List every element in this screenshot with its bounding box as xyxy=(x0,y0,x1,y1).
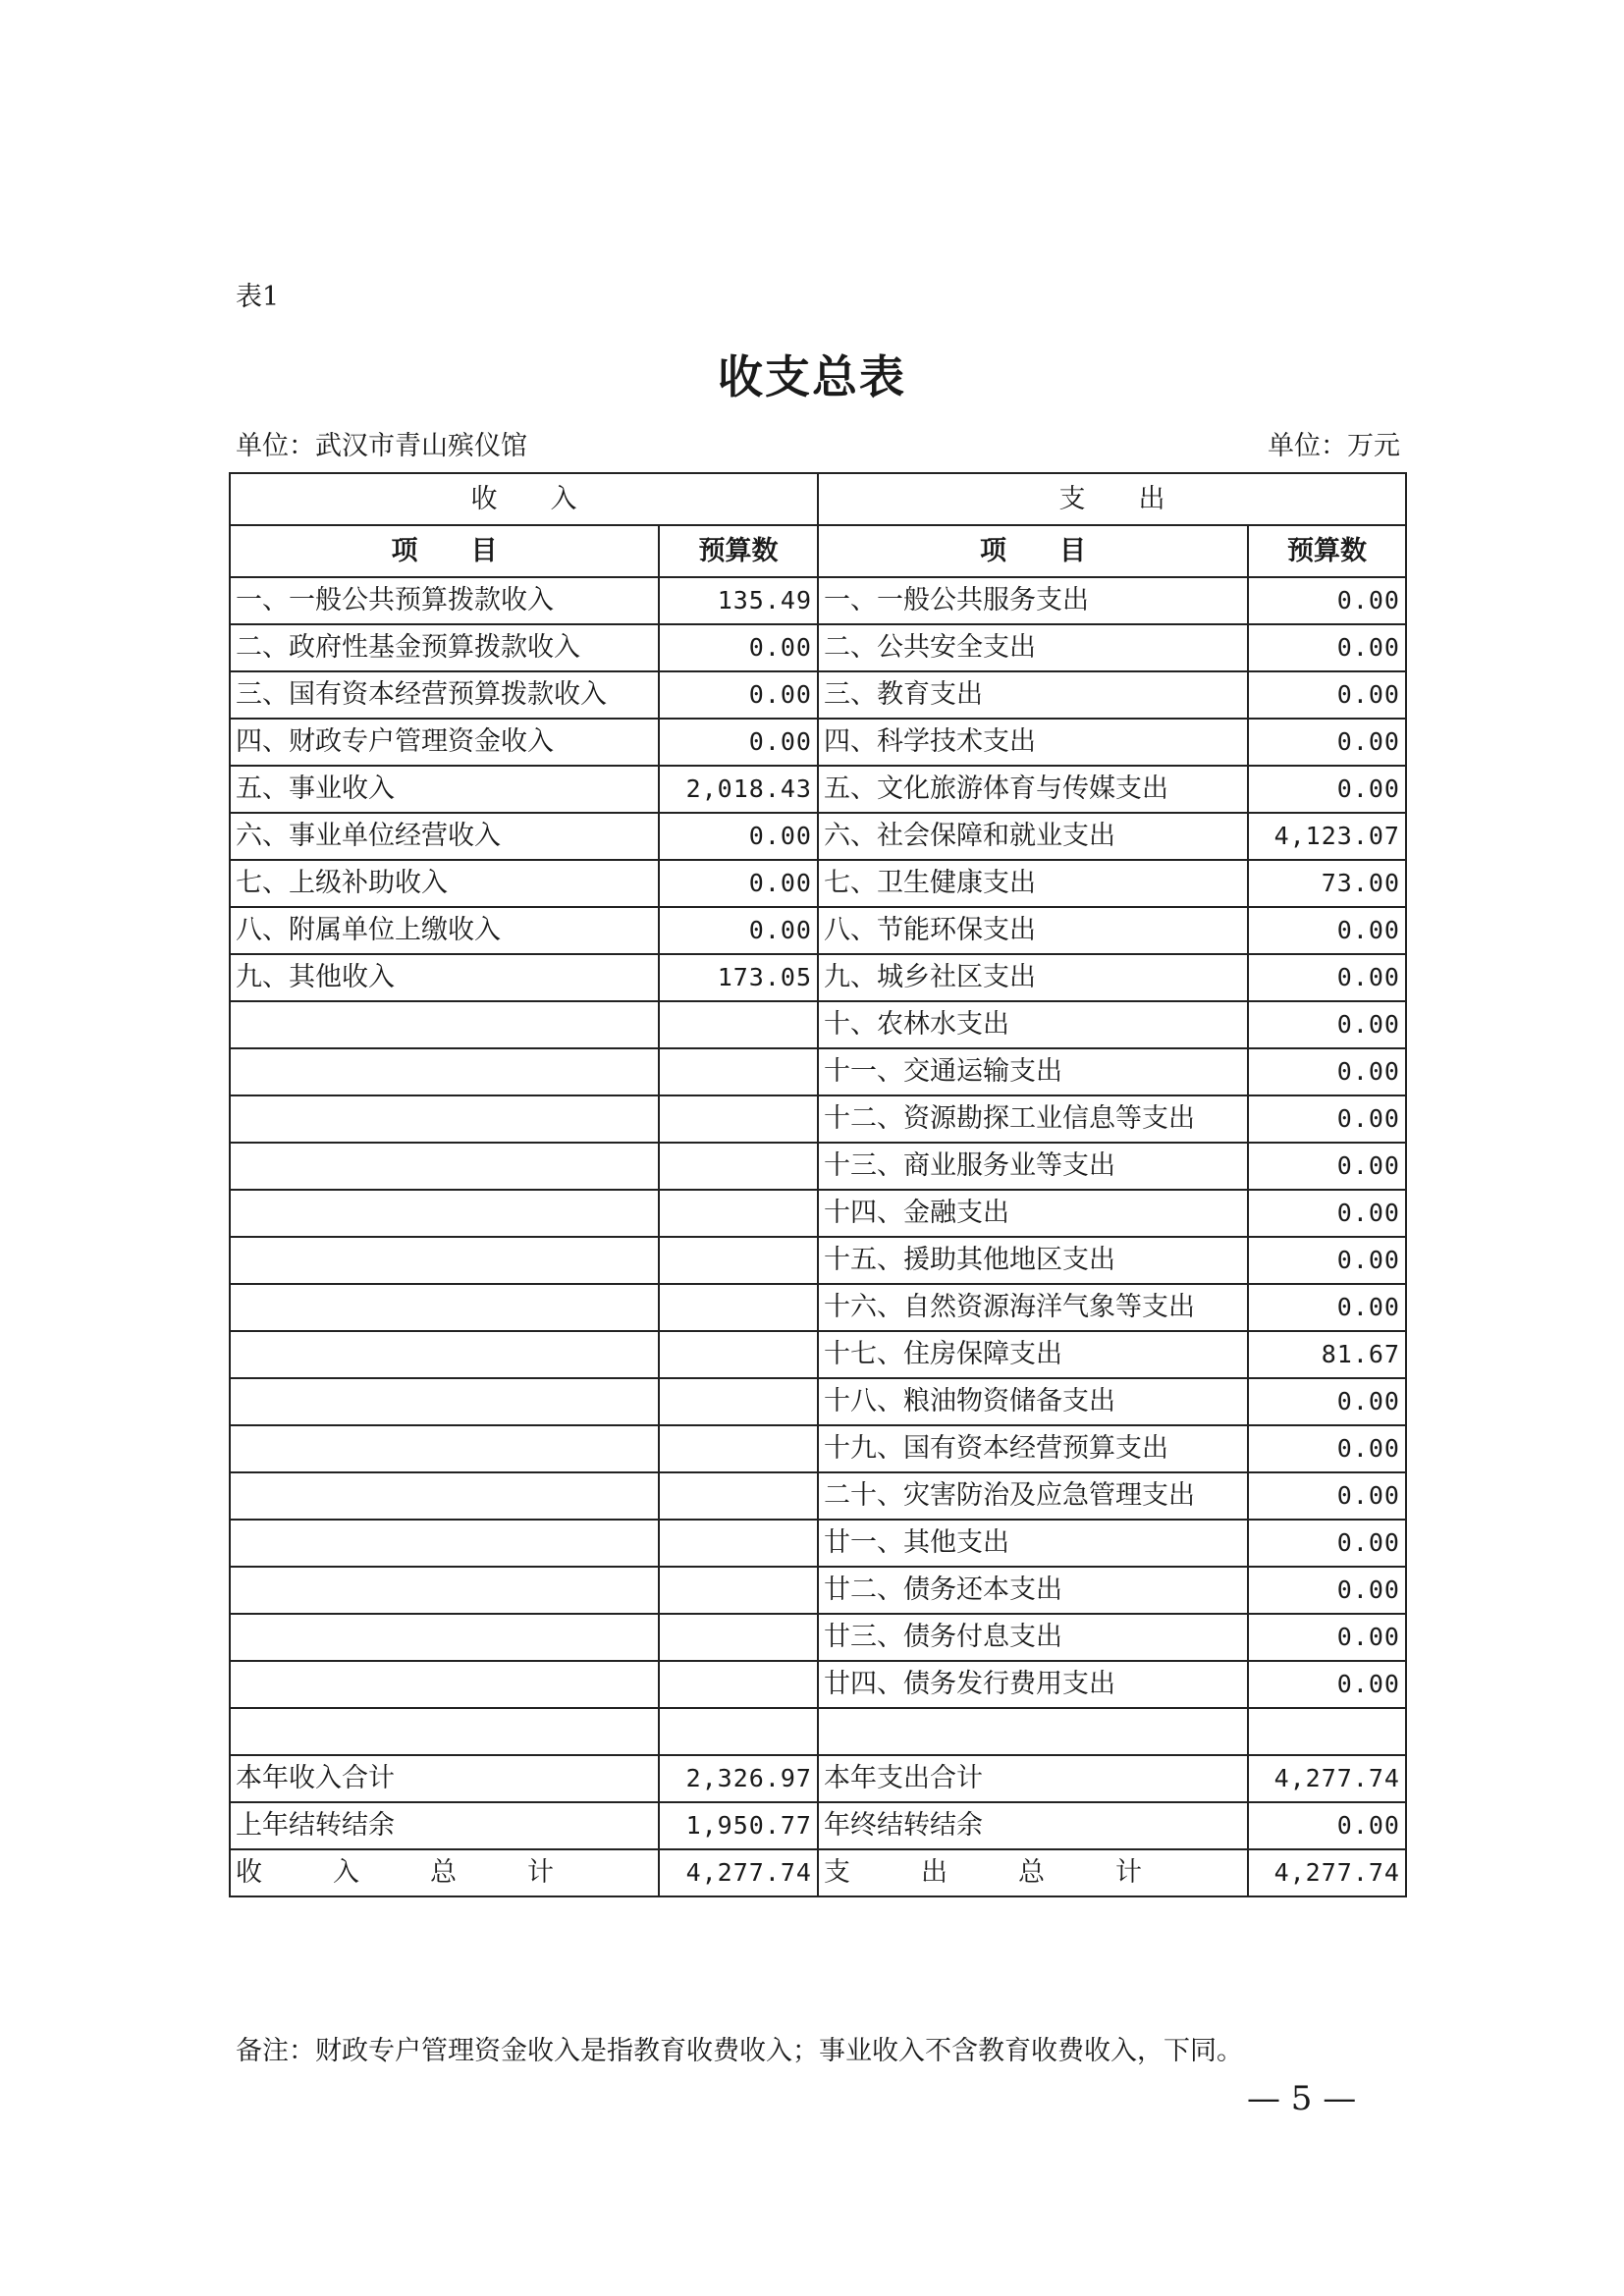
income-item-cell xyxy=(230,1284,659,1331)
expense-item-cell: 十五、援助其他地区支出 xyxy=(818,1237,1248,1284)
income-amount-cell: 0.00 xyxy=(659,860,818,907)
expense-amount-cell: 73.00 xyxy=(1248,860,1406,907)
expense-amount-cell: 0.00 xyxy=(1248,1614,1406,1661)
table-row xyxy=(230,1520,1406,1567)
expense-item-cell: 三、教育支出 xyxy=(818,671,1248,719)
income-item-cell xyxy=(230,1472,659,1520)
income-item-cell xyxy=(230,1661,659,1708)
income-item-cell: 四、财政专户管理资金收入 xyxy=(230,719,659,766)
expense-grand-total-label: 支出总计 xyxy=(818,1849,1248,1896)
table-row xyxy=(230,1143,1406,1190)
income-amount-cell: 2,018.43 xyxy=(659,766,818,813)
income-item-cell xyxy=(230,1614,659,1661)
table-row xyxy=(230,1425,1406,1472)
table-row xyxy=(230,624,1406,671)
table-row xyxy=(230,577,1406,624)
expense-item-cell: 二十、灾害防治及应急管理支出 xyxy=(818,1472,1248,1520)
income-item-header: 项 目 xyxy=(230,525,659,577)
expense-amount-cell: 4,277.74 xyxy=(1248,1755,1406,1802)
expense-item-cell: 九、城乡社区支出 xyxy=(818,954,1248,1001)
expense-grand-total-amount: 4,277.74 xyxy=(1248,1849,1406,1896)
income-item-cell xyxy=(230,1001,659,1048)
expense-amount-cell: 0.00 xyxy=(1248,1048,1406,1095)
expense-amount-cell: 0.00 xyxy=(1248,1143,1406,1190)
income-item-cell xyxy=(230,1048,659,1095)
table-row xyxy=(230,1755,1406,1802)
expense-amount-cell: 0.00 xyxy=(1248,1567,1406,1614)
expense-item-cell: 十六、自然资源海洋气象等支出 xyxy=(818,1284,1248,1331)
expense-item-cell: 年终结转结余 xyxy=(818,1802,1248,1849)
table-row xyxy=(230,1048,1406,1095)
expense-amount-cell: 0.00 xyxy=(1248,1095,1406,1143)
income-amount-cell xyxy=(659,1520,818,1567)
expense-item-cell: 十一、交通运输支出 xyxy=(818,1048,1248,1095)
income-amount-cell xyxy=(659,1143,818,1190)
income-amount-cell xyxy=(659,1331,818,1378)
income-amount-cell xyxy=(659,1001,818,1048)
expense-item-cell: 十七、住房保障支出 xyxy=(818,1331,1248,1378)
income-section-header: 收 入 xyxy=(230,473,818,525)
expense-amount-cell: 0.00 xyxy=(1248,1190,1406,1237)
expense-item-cell: 四、科学技术支出 xyxy=(818,719,1248,766)
expense-item-cell: 本年支出合计 xyxy=(818,1755,1248,1802)
expense-item-cell: 廿三、债务付息支出 xyxy=(818,1614,1248,1661)
income-item-cell: 六、事业单位经营收入 xyxy=(230,813,659,860)
expense-amount-cell: 0.00 xyxy=(1248,671,1406,719)
income-amount-cell xyxy=(659,1708,818,1755)
income-amount-cell xyxy=(659,1614,818,1661)
income-amount-cell xyxy=(659,1567,818,1614)
income-amount-cell: 0.00 xyxy=(659,719,818,766)
table-row xyxy=(230,1661,1406,1708)
table-row xyxy=(230,1614,1406,1661)
table-row xyxy=(230,813,1406,860)
income-amount-cell: 0.00 xyxy=(659,907,818,954)
expense-item-cell: 八、节能环保支出 xyxy=(818,907,1248,954)
header-row-section xyxy=(230,473,1406,525)
expense-amount-cell: 0.00 xyxy=(1248,1520,1406,1567)
income-amount-cell xyxy=(659,1048,818,1095)
income-item-cell: 一、一般公共预算拨款收入 xyxy=(230,577,659,624)
page-title: 收支总表 xyxy=(718,350,906,403)
table-row xyxy=(230,1095,1406,1143)
income-amount-cell: 1,950.77 xyxy=(659,1802,818,1849)
expense-item-cell: 十八、粮油物资储备支出 xyxy=(818,1378,1248,1425)
income-amount-cell xyxy=(659,1284,818,1331)
expense-item-cell: 廿一、其他支出 xyxy=(818,1520,1248,1567)
expense-amount-cell: 0.00 xyxy=(1248,766,1406,813)
expense-item-cell: 七、卫生健康支出 xyxy=(818,860,1248,907)
income-amount-cell xyxy=(659,1661,818,1708)
table-row xyxy=(230,1284,1406,1331)
income-item-cell xyxy=(230,1520,659,1567)
income-item-cell xyxy=(230,1378,659,1425)
expense-item-header: 项 目 xyxy=(818,525,1248,577)
expense-amount-cell: 0.00 xyxy=(1248,1284,1406,1331)
page-number: — 5 — xyxy=(1247,2079,1357,2118)
expense-amount-cell: 0.00 xyxy=(1248,624,1406,671)
expense-item-cell: 廿二、债务还本支出 xyxy=(818,1567,1248,1614)
income-amount-cell: 0.00 xyxy=(659,813,818,860)
income-amount-cell xyxy=(659,1095,818,1143)
income-budget-header: 预算数 xyxy=(659,525,818,577)
unit-currency: 单位：万元 xyxy=(1268,431,1400,461)
expense-amount-cell xyxy=(1248,1708,1406,1755)
income-amount-cell xyxy=(659,1378,818,1425)
table-row xyxy=(230,1190,1406,1237)
expense-amount-cell: 0.00 xyxy=(1248,907,1406,954)
table-row xyxy=(230,954,1406,1001)
expense-budget-header: 预算数 xyxy=(1248,525,1406,577)
income-item-cell: 七、上级补助收入 xyxy=(230,860,659,907)
income-item-cell: 二、政府性基金预算拨款收入 xyxy=(230,624,659,671)
income-item-cell xyxy=(230,1425,659,1472)
table-row xyxy=(230,1802,1406,1849)
expense-amount-cell: 0.00 xyxy=(1248,1472,1406,1520)
expense-amount-cell: 0.00 xyxy=(1248,1425,1406,1472)
income-amount-cell: 0.00 xyxy=(659,624,818,671)
income-grand-total-label: 收入总计 xyxy=(230,1849,659,1896)
expense-amount-cell: 4,123.07 xyxy=(1248,813,1406,860)
header-row-columns xyxy=(230,525,1406,577)
table-row xyxy=(230,1237,1406,1284)
table-row xyxy=(230,1331,1406,1378)
expense-amount-cell: 0.00 xyxy=(1248,1802,1406,1849)
income-item-cell: 九、其他收入 xyxy=(230,954,659,1001)
expense-item-cell: 十四、金融支出 xyxy=(818,1190,1248,1237)
expense-item-cell xyxy=(818,1708,1248,1755)
table-label: 表1 xyxy=(236,282,280,312)
income-amount-cell xyxy=(659,1425,818,1472)
income-item-cell: 八、附属单位上缴收入 xyxy=(230,907,659,954)
expense-amount-cell: 0.00 xyxy=(1248,577,1406,624)
income-item-cell xyxy=(230,1237,659,1284)
table-row xyxy=(230,766,1406,813)
income-item-cell: 本年收入合计 xyxy=(230,1755,659,1802)
budget-summary-table xyxy=(229,472,1407,1897)
income-item-cell: 上年结转结余 xyxy=(230,1802,659,1849)
expense-item-cell: 五、文化旅游体育与传媒支出 xyxy=(818,766,1248,813)
income-amount-cell: 2,326.97 xyxy=(659,1755,818,1802)
expense-amount-cell: 81.67 xyxy=(1248,1331,1406,1378)
expense-item-cell: 一、一般公共服务支出 xyxy=(818,577,1248,624)
table-row xyxy=(230,1378,1406,1425)
expense-amount-cell: 0.00 xyxy=(1248,719,1406,766)
expense-amount-cell: 0.00 xyxy=(1248,1378,1406,1425)
expense-item-cell: 六、社会保障和就业支出 xyxy=(818,813,1248,860)
expense-item-cell: 十九、国有资本经营预算支出 xyxy=(818,1425,1248,1472)
expense-section-header: 支 出 xyxy=(818,473,1406,525)
table-row xyxy=(230,671,1406,719)
table-body xyxy=(230,577,1406,1849)
income-item-cell xyxy=(230,1095,659,1143)
income-item-cell: 五、事业收入 xyxy=(230,766,659,813)
table-row xyxy=(230,1472,1406,1520)
income-amount-cell: 0.00 xyxy=(659,671,818,719)
income-amount-cell xyxy=(659,1237,818,1284)
income-amount-cell xyxy=(659,1190,818,1237)
unit-organization: 单位：武汉市青山殡仪馆 xyxy=(236,431,527,461)
income-amount-cell: 173.05 xyxy=(659,954,818,1001)
table-row xyxy=(230,719,1406,766)
income-amount-cell: 135.49 xyxy=(659,577,818,624)
income-item-cell xyxy=(230,1708,659,1755)
income-item-cell xyxy=(230,1567,659,1614)
table-row xyxy=(230,907,1406,954)
footnote: 备注：财政专户管理资金收入是指教育收费收入；事业收入不含教育收费收入，下同。 xyxy=(236,2036,1243,2066)
expense-amount-cell: 0.00 xyxy=(1248,1237,1406,1284)
table-row xyxy=(230,1001,1406,1048)
expense-amount-cell: 0.00 xyxy=(1248,1661,1406,1708)
table-row xyxy=(230,1708,1406,1755)
income-grand-total-amount: 4,277.74 xyxy=(659,1849,818,1896)
expense-item-cell: 十二、资源勘探工业信息等支出 xyxy=(818,1095,1248,1143)
income-item-cell xyxy=(230,1190,659,1237)
expense-amount-cell: 0.00 xyxy=(1248,1001,1406,1048)
income-item-cell xyxy=(230,1331,659,1378)
income-item-cell: 三、国有资本经营预算拨款收入 xyxy=(230,671,659,719)
expense-item-cell: 十三、商业服务业等支出 xyxy=(818,1143,1248,1190)
expense-item-cell: 廿四、债务发行费用支出 xyxy=(818,1661,1248,1708)
expense-item-cell: 二、公共安全支出 xyxy=(818,624,1248,671)
table-row xyxy=(230,1567,1406,1614)
expense-item-cell: 十、农林水支出 xyxy=(818,1001,1248,1048)
income-item-cell xyxy=(230,1143,659,1190)
table-row xyxy=(230,860,1406,907)
expense-amount-cell: 0.00 xyxy=(1248,954,1406,1001)
income-amount-cell xyxy=(659,1472,818,1520)
grand-total-row xyxy=(230,1849,1406,1896)
